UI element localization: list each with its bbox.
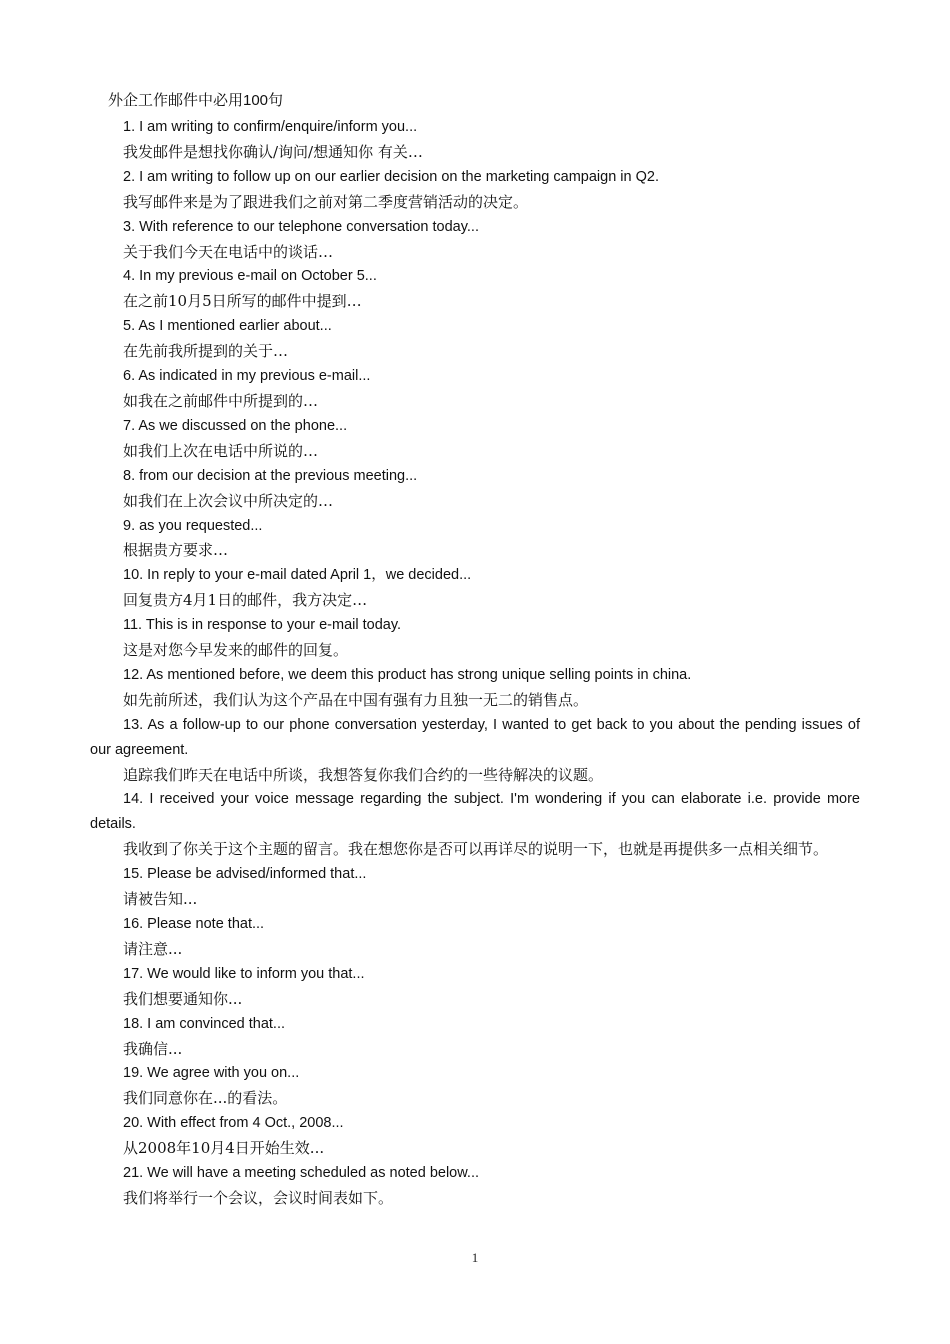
phrase-chinese: 我发邮件是想找你确认/询问/想通知你 有关…: [123, 142, 423, 161]
phrase-english: 5. As I mentioned earlier about...: [123, 318, 332, 335]
phrase-english: 4. In my previous e-mail on October 5...: [123, 268, 377, 285]
phrase-english: 14. I received your voice message regarding the subject. I'm wondering if you can elaborate i.e. provide more details.: [90, 791, 860, 833]
phrase-chinese: 我们想要通知你...: [123, 989, 243, 1008]
phrase-chinese: 我们将举行一个会议，会议时间表如下。: [123, 1188, 394, 1207]
phrase-chinese: 我们同意你在...的看法。: [123, 1089, 288, 1108]
phrase-chinese: 如先前所述，我们认为这个产品在中国有强有力且独一无二的销售点。: [123, 690, 589, 709]
phrase-english: 17. We would like to inform you that...: [123, 965, 365, 982]
phrase-chinese: 我写邮件来是为了跟进我们之前对第二季度营销活动的决定。: [123, 192, 529, 211]
phrase-english: 15. Please be advised/informed that...: [123, 866, 367, 883]
phrase-chinese: 回复贵方4月1日的邮件，我方决定…: [123, 591, 368, 610]
phrase-chinese: 在之前10月5日所写的邮件中提到…: [123, 292, 362, 311]
phrase-english: 16. Please note that...: [123, 916, 265, 932]
phrase-english: 1. I am writing to confirm/enquire/inform you...: [123, 119, 418, 135]
phrase-english: 21. We will have a meeting scheduled as noted below...: [123, 1165, 480, 1182]
phrase-english: 7. As we discussed on the phone...: [123, 417, 348, 434]
phrase-chinese: 根据贵方要求…: [123, 541, 229, 560]
phrase-english: 10. In reply to your e-mail dated April 1，we decided...: [123, 567, 472, 584]
phrase-chinese: 如我们在上次会议中所决定的…: [123, 491, 334, 510]
phrase-list: [90, 115, 860, 1211]
phrase-chinese: 这是对您今早发来的邮件的回复。: [123, 641, 349, 660]
phrase-english: 9. as you requested...: [123, 517, 263, 534]
phrase-chinese: 追踪我们昨天在电话中所谈，我想答复你我们合约的一些待解决的议题。: [123, 765, 604, 784]
phrase-english: 6. As indicated in my previous e-mail...: [123, 368, 371, 385]
phrase-english: 11. This is in response to your e-mail today.: [123, 617, 402, 634]
phrase-chinese: 关于我们今天在电话中的谈话…: [123, 242, 334, 261]
phrase-chinese: 请注意...: [123, 939, 183, 958]
phrase-chinese: 我确信...: [123, 1039, 183, 1058]
document-body: [90, 89, 860, 1211]
phrase-chinese: 从2008年10月4日开始生效...: [123, 1139, 325, 1158]
phrase-english: 3. With reference to our telephone conversation today...: [123, 218, 479, 235]
phrase-chinese: 请被告知...: [123, 890, 198, 909]
phrase-chinese: 如我们上次在电话中所说的…: [123, 441, 319, 460]
phrase-chinese: 我收到了你关于这个主题的留言。我在想您你是否可以再详尽的说明一下，也就是再提供多一点相关细节。: [123, 840, 829, 859]
page-number: 1: [471, 1250, 479, 1265]
phrase-english: 19. We agree with you on...: [123, 1065, 300, 1082]
phrase-chinese: 在先前我所提到的关于…: [123, 342, 289, 361]
phrase-english: 13. As a follow-up to our phone conversation yesterday, I wanted to get back to you about the pending issues of our agreement.: [90, 716, 860, 758]
phrase-english: 18. I am convinced that...: [123, 1015, 286, 1032]
phrase-english: 20. With effect from 4 Oct., 2008...: [123, 1115, 344, 1132]
phrase-english: 8. from our decision at the previous meeting...: [123, 467, 418, 484]
phrase-english: 12. As mentioned before, we deem this product has strong unique selling points in china.: [123, 666, 692, 683]
phrase-english: 2. I am writing to follow up on our earlier decision on the marketing campaign in Q2.: [123, 168, 659, 185]
document-title: 外企工作邮件中必用100句: [108, 92, 284, 109]
phrase-chinese: 如我在之前邮件中所提到的…: [123, 391, 319, 410]
